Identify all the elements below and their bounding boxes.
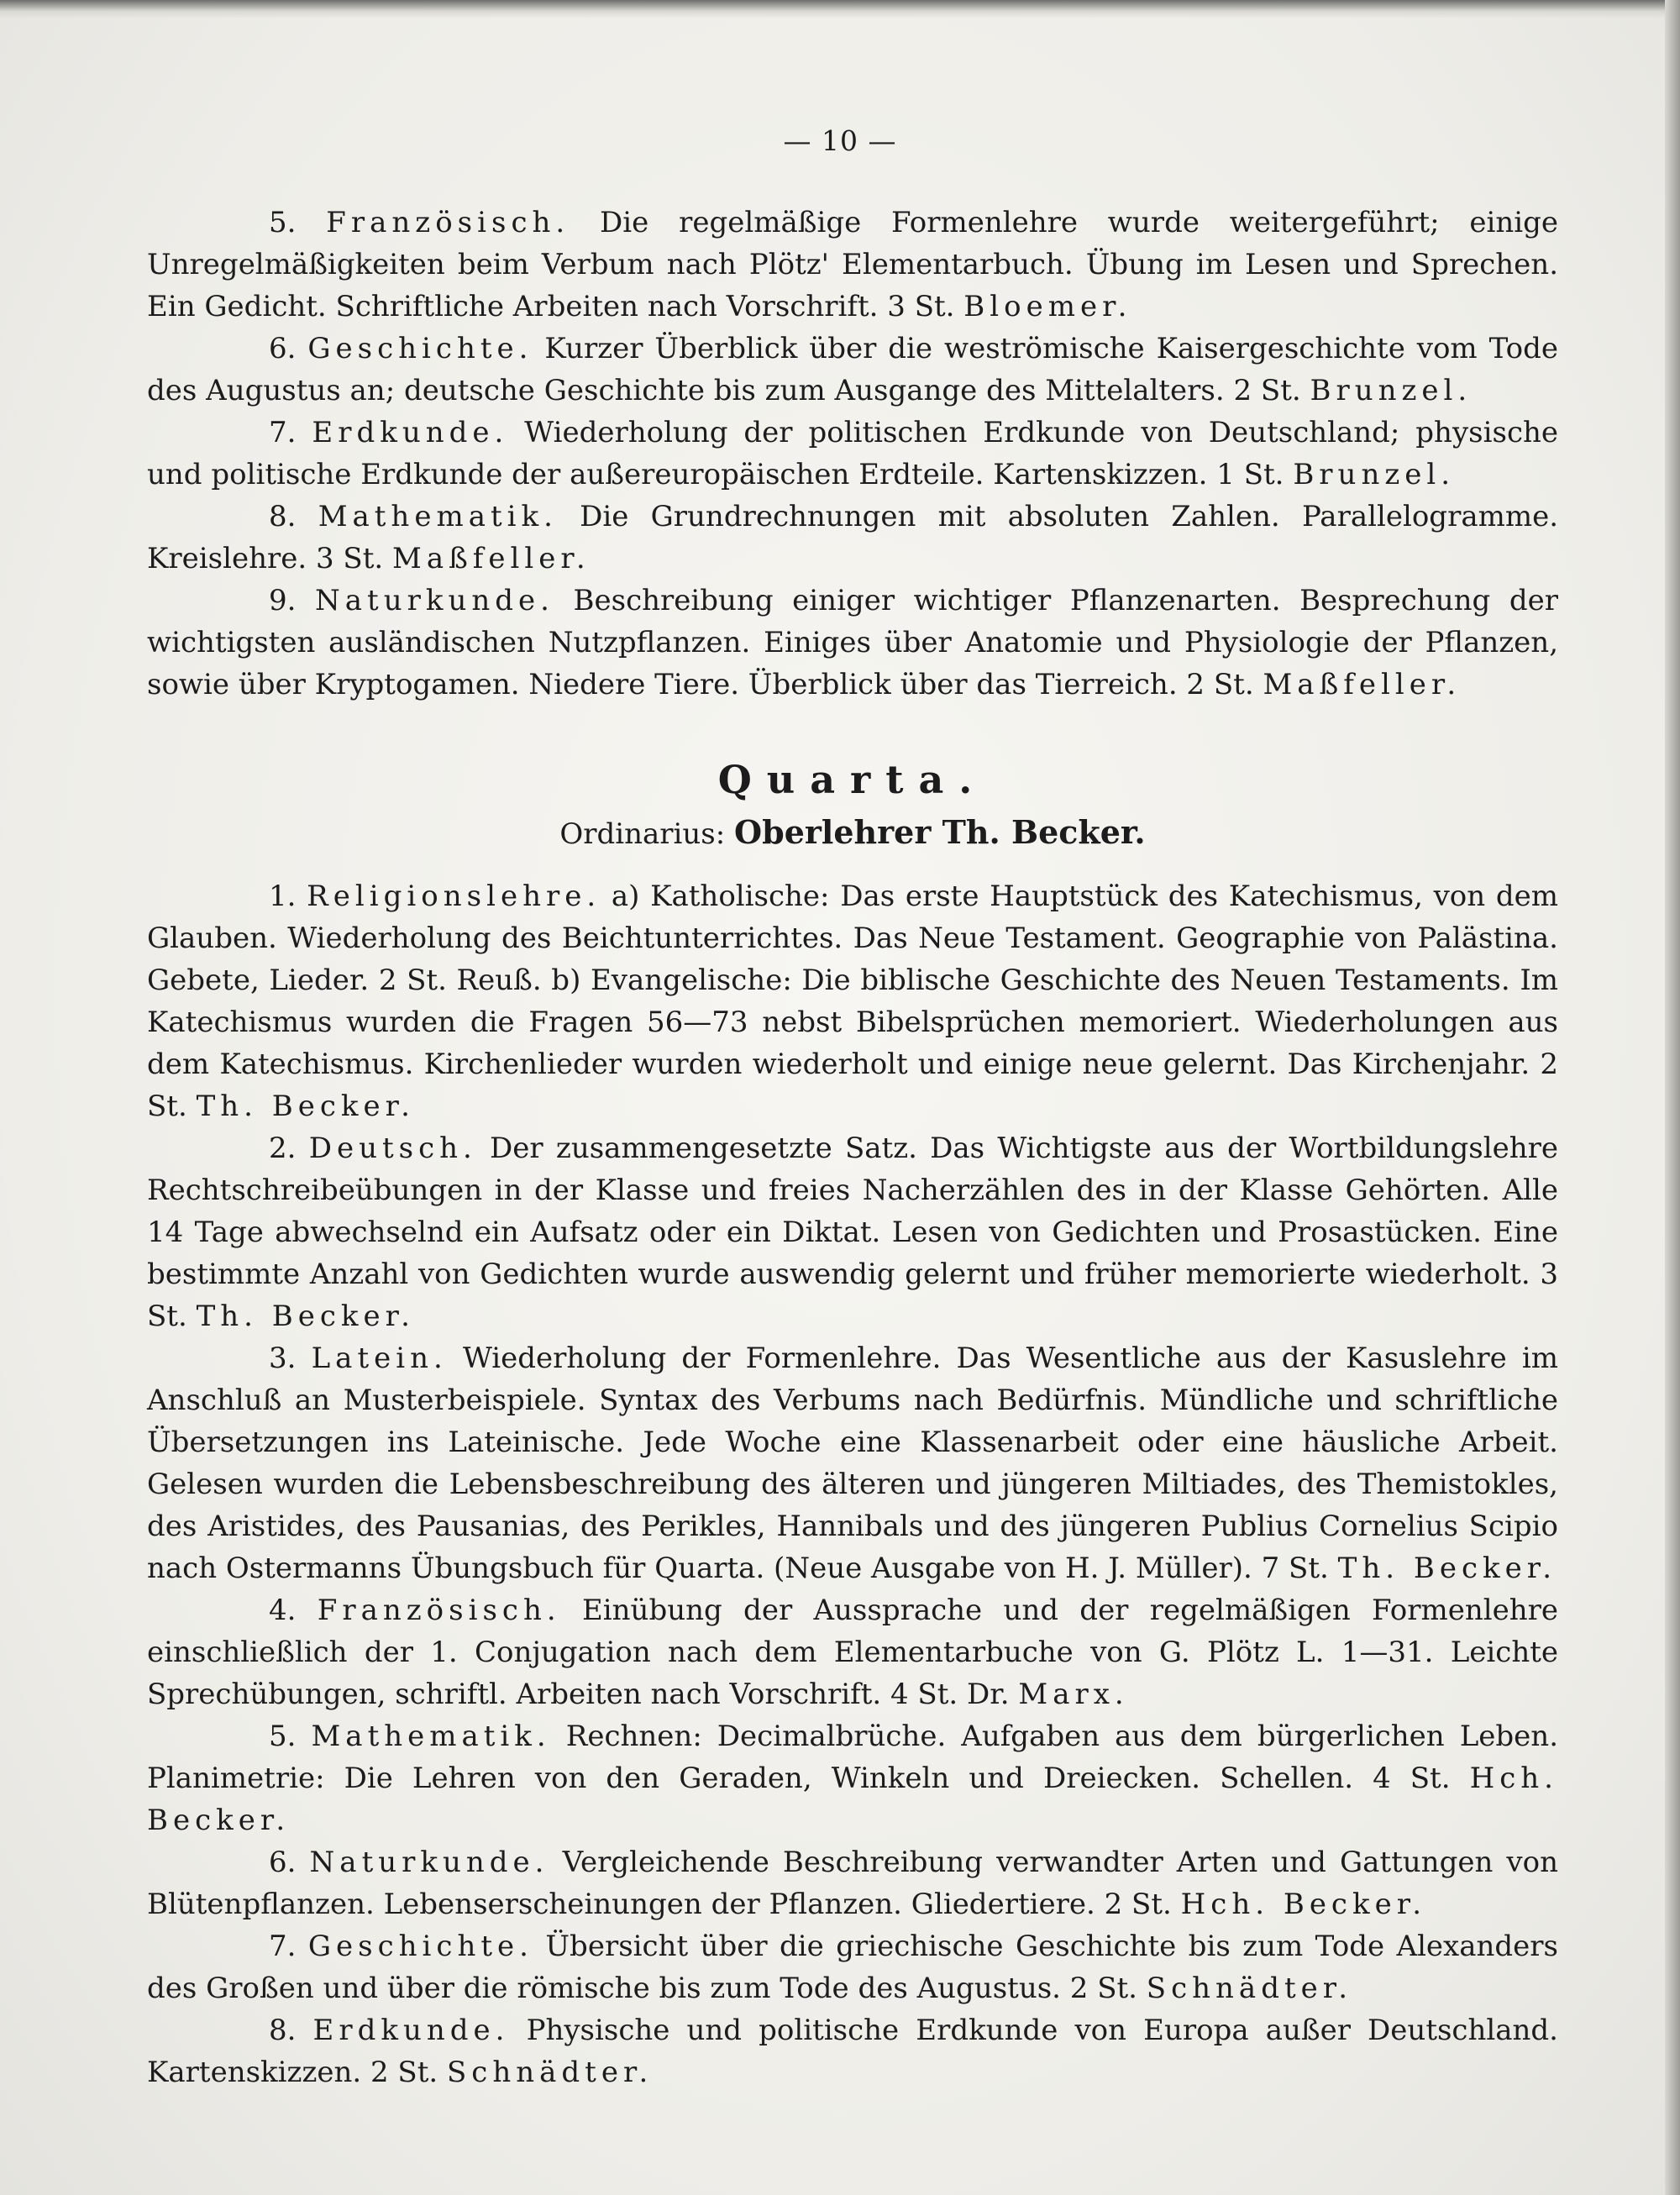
item-number: 8. xyxy=(269,2014,297,2047)
item-number: 7. xyxy=(269,1930,297,1963)
document-body xyxy=(147,202,1558,2093)
item-number: 3. xyxy=(269,1342,297,1375)
subject-paragraph xyxy=(147,1925,1558,2009)
subject-description: Vergleichende Beschreibung verwandter Arten und Gattungen von Blütenpflanzen. Lebenserscheinungen der Pflanzen. Gliedertiere. 2 St. xyxy=(147,1846,1559,1921)
upper-section xyxy=(147,202,1558,706)
teacher-name: Th. Becker. xyxy=(1337,1552,1557,1585)
subject-paragraph xyxy=(147,2009,1558,2093)
item-number: 1. xyxy=(269,880,297,913)
subject-name: Erdkunde. xyxy=(312,2014,510,2047)
teacher-name: Schnädter. xyxy=(1146,1972,1353,2005)
subject-description: Einübung der Aussprache und der regelmäßigen Formenlehre einschließlich der 1. Conjugation nach dem Elementarbuche von G. Plötz L. 1—31. Leichte Sprechübungen, schriftl. Arbeiten nach Vorschrift. 4 St. Dr. xyxy=(147,1594,1558,1711)
teacher-name: Th. Becker. xyxy=(196,1090,415,1123)
subject-description: Übersicht über die griechische Geschichte bis zum Tode Alexanders des Großen und über die römische bis zum Tode des Augustus. 2 St. xyxy=(147,1930,1558,2005)
page-number: — 10 — xyxy=(783,124,897,157)
subject-name: Religionslehre. xyxy=(307,880,601,913)
teacher-name: Brunzel. xyxy=(1310,374,1473,407)
item-number: 6. xyxy=(269,1846,297,1879)
item-number: 5. xyxy=(269,1720,297,1753)
subject-name: Geschichte. xyxy=(307,1930,533,1963)
item-number: 5. xyxy=(269,206,297,239)
teacher-name: Hch. Becker. xyxy=(1180,1888,1427,1921)
page-top-shadow xyxy=(0,0,1680,18)
subject-paragraph xyxy=(147,328,1558,412)
ordinarius-line xyxy=(147,811,1558,855)
item-number: 6. xyxy=(269,332,297,365)
teacher-name: Brunzel. xyxy=(1293,458,1456,491)
subject-description: Der zusammengesetzte Satz. Das Wichtigste aus der Wortbildungslehre Rechtschreibeübungen in der Klasse und freies Nacherzählen des in der Klasse Gehörten. Alle 14 Tage abwechselnd ein Aufsatz oder ein Diktat. Lesen von Gedichten und Prosastücken. Eine bestimmte Anzahl von Gedichten wurde auswendig gelernt und früher memorierte wiederholt. 3 St. xyxy=(147,1132,1559,1333)
subject-paragraph xyxy=(147,1589,1558,1715)
subject-name: Französisch. xyxy=(326,206,570,239)
subject-description: Die regelmäßige Formenlehre wurde weitergeführt; einige Unregelmäßigkeiten beim Verbum nach Plötz' Elementarbuch. Übung im Lesen und Sprechen. Ein Gedicht. Schriftliche Arbeiten nach Vorschrift. 3 St. xyxy=(147,206,1559,323)
subject-paragraph xyxy=(147,875,1558,1127)
subject-description: Wiederholung der politischen Erdkunde von Deutschland; physische und politische Erdkunde der außereuropäischen Erdteile. Kartenskizzen. 1 St. xyxy=(147,416,1558,491)
subject-name: Naturkunde. xyxy=(309,1846,549,1879)
subject-description: Kurzer Überblick über die weströmische Kaisergeschichte vom Tode des Augustus an; deutsche Geschichte bis zum Ausgange des Mittelalters. 2 St. xyxy=(147,332,1558,407)
subject-name: Französisch. xyxy=(317,1594,561,1627)
subject-name: Mathematik. xyxy=(311,1720,551,1753)
ordinarius-name: Oberlehrer Th. Becker. xyxy=(734,813,1146,851)
subject-paragraph xyxy=(147,1127,1558,1337)
item-number: 8. xyxy=(269,500,297,533)
subject-description: Wiederholung der Formenlehre. Das Wesentliche aus der Kasuslehre im Anschluß an Musterbeispiele. Syntax des Verbums nach Bedürfnis. Mündliche und schriftliche Übersetzungen ins Lateinische. Jede Woche eine Klassenarbeit oder eine häusliche Arbeit. Gelesen wurden die Lebensbeschreibung des älteren und jüngeren Miltiades, des Themistokles, des Aristides, des Pausanias, des Perikles, Hannibals und des jüngeren Publius Cornelius Scipio nach Ostermanns Übungsbuch für Quarta. (Neue Ausgabe von H. J. Müller). 7 St. xyxy=(147,1342,1558,1585)
subject-paragraph xyxy=(147,496,1558,580)
page-edge-shadow xyxy=(1665,0,1680,2195)
subject-description: Beschreibung einiger wichtiger Pflanzenarten. Besprechung der wichtigsten ausländischen Nutzpflanzen. Einiges über Anatomie und Physiologie der Pflanzen, sowie über Kryptogamen. Niedere Tiere. Überblick über das Tierreich. 2 St. xyxy=(147,584,1558,701)
subject-name: Naturkunde. xyxy=(315,584,554,617)
subject-description: Die Grundrechnungen mit absoluten Zahlen. Parallelogramme. Kreislehre. 3 St. xyxy=(147,500,1559,575)
subject-description: a) Katholische: Das erste Hauptstück des Katechismus, von dem Glauben. Wiederholung des Beichtunterrichtes. Das Neue Testament. Geographie von Palästina. Gebete, Lieder. 2 St. Reuß. b) Evangelische: Die biblische Geschichte des Neuen Testaments. Im Katechismus wurden die Fragen 56—73 nebst Bibelsprüchen memoriert. Wiederholungen aus dem Katechismus. Kirchenlieder wurden wiederholt und einige neue gelernt. Das Kirchenjahr. 2 St. xyxy=(147,880,1558,1123)
subject-paragraph xyxy=(147,580,1558,706)
teacher-name: Bloemer. xyxy=(963,290,1132,323)
ordinarius-label: Ordinarius: xyxy=(559,817,726,851)
quarta-section xyxy=(147,875,1558,2093)
subject-paragraph xyxy=(147,1841,1558,1925)
item-number: 9. xyxy=(269,584,297,617)
subject-name: Geschichte. xyxy=(307,332,533,365)
teacher-name: Schnädter. xyxy=(447,2056,654,2089)
section-title: Quarta. xyxy=(717,757,988,802)
teacher-name: Marx. xyxy=(1018,1678,1129,1711)
subject-name: Deutsch. xyxy=(308,1132,477,1165)
teacher-name: Hch. Becker. xyxy=(147,1762,1558,1837)
subject-paragraph xyxy=(147,202,1558,328)
item-number: 4. xyxy=(269,1594,297,1627)
subject-paragraph xyxy=(147,1715,1558,1841)
teacher-name: Th. Becker. xyxy=(196,1300,415,1333)
subject-paragraph xyxy=(147,1337,1558,1589)
subject-name: Mathematik. xyxy=(318,500,558,533)
subject-description: Physische und politische Erdkunde von Europa außer Deutschland. Kartenskizzen. 2 St. xyxy=(147,2014,1558,2089)
subject-name: Erdkunde. xyxy=(312,416,509,449)
teacher-name: Maßfeller. xyxy=(1263,668,1462,701)
subject-paragraph xyxy=(147,412,1558,496)
item-number: 2. xyxy=(269,1132,297,1165)
subject-description: Rechnen: Decimalbrüche. Aufgaben aus dem bürgerlichen Leben. Planimetrie: Die Lehren von den Geraden, Winkeln und Dreiecken. Schellen. 4 St. xyxy=(147,1720,1559,1795)
teacher-name: Maßfeller. xyxy=(392,542,591,575)
item-number: 7. xyxy=(269,416,297,449)
subject-name: Latein. xyxy=(311,1342,448,1375)
